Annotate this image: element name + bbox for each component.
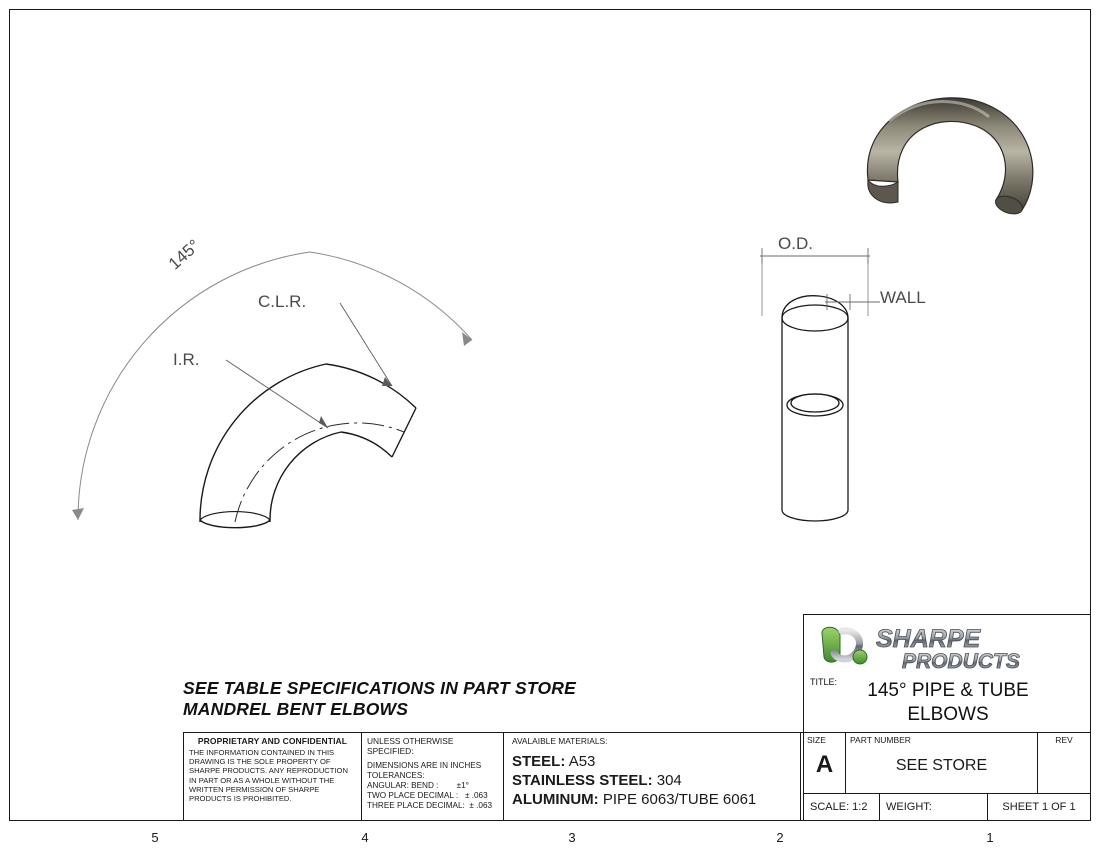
tube-section-geometry bbox=[720, 220, 1050, 560]
isometric-elbow-render bbox=[800, 60, 1100, 230]
clr-label: C.L.R. bbox=[258, 292, 307, 311]
note-line-1: SEE TABLE SPECIFICATIONS IN PART STORE bbox=[183, 678, 576, 698]
tolerances-cell bbox=[362, 733, 504, 820]
wall-label: WALL bbox=[880, 288, 926, 307]
bend-geometry bbox=[40, 170, 680, 590]
scale-label: SCALE: 1:2 bbox=[804, 794, 880, 820]
part-number-value: SEE STORE bbox=[895, 757, 988, 774]
material-steel-value: A53 bbox=[568, 753, 596, 770]
note-line-2: MANDREL BENT ELBOWS bbox=[183, 699, 409, 719]
material-stainless bbox=[512, 771, 792, 790]
zone-number-5: 5 bbox=[151, 830, 159, 845]
size-partnumber-rev-row bbox=[803, 732, 1091, 794]
material-stainless-label: STAINLESS STEEL: bbox=[512, 772, 653, 789]
part-number-cell bbox=[846, 733, 1038, 793]
material-steel bbox=[512, 752, 792, 771]
sheet-label: SHEET 1 OF 1 bbox=[1002, 801, 1076, 813]
sharpe-products-logo bbox=[816, 623, 1084, 675]
zone-number-3: 3 bbox=[568, 830, 576, 845]
tolerance-line-1: DIMENSIONS ARE IN INCHES bbox=[367, 761, 482, 770]
size-label: SIZE bbox=[807, 735, 826, 745]
material-steel-label: STEEL: bbox=[512, 753, 566, 770]
zone-number-1: 1 bbox=[986, 830, 994, 845]
materials-heading: AVALAIBLE MATERIALS: bbox=[512, 736, 608, 746]
drawing-notes bbox=[183, 678, 576, 720]
logo-block bbox=[803, 614, 1091, 732]
section-view bbox=[720, 220, 1050, 560]
tolerance-line-2: TOLERANCES: bbox=[367, 771, 425, 780]
tolerance-line-5: THREE PLACE DECIMAL: ± .063 bbox=[367, 801, 493, 810]
tolerance-line-3: ANGULAR: BEND : ±1° bbox=[367, 781, 469, 790]
proprietary-heading: PROPRIETARY AND CONFIDENTIAL bbox=[197, 736, 348, 746]
od-label: O.D. bbox=[778, 234, 813, 253]
size-value: A bbox=[815, 751, 834, 778]
material-stainless-value: 304 bbox=[656, 772, 682, 789]
logo-word-products: PRODUCTS bbox=[902, 650, 1020, 673]
zone-number-2: 2 bbox=[776, 830, 784, 845]
material-aluminum-value: PIPE 6063/TUBE 6061 bbox=[602, 791, 757, 808]
materials-cell bbox=[504, 733, 801, 820]
bend-view bbox=[40, 170, 680, 590]
title-label: TITLE: bbox=[810, 677, 838, 687]
rev-cell bbox=[1038, 733, 1090, 793]
title-line-1: 145° PIPE & TUBE bbox=[867, 680, 1029, 701]
proprietary-cell bbox=[184, 733, 362, 820]
size-cell bbox=[804, 733, 846, 793]
material-aluminum-label: ALUMINUM: bbox=[512, 791, 599, 808]
weight-label: WEIGHT: bbox=[880, 794, 988, 820]
zone-number-4: 4 bbox=[361, 830, 369, 845]
proprietary-text: THE INFORMATION CONTAINED IN THIS DRAWING IS THE SOLE PROPERTY OF SHARPE PRODUCTS. ANY REPRODUCTION IN PART OR AS A WHOLE WITHOUT THE WRITTEN PERMISSION OF SHARPE PRODUCTS IS PROHIBITED. bbox=[189, 748, 348, 804]
part-number-label: PART NUMBER bbox=[850, 735, 911, 745]
tolerance-line-4: TWO PLACE DECIMAL : ± .063 bbox=[367, 791, 488, 800]
material-aluminum bbox=[512, 790, 792, 809]
angle-label: 145° bbox=[164, 235, 204, 274]
scale-weight-sheet-row bbox=[803, 794, 1091, 821]
title-line-2: ELBOWS bbox=[907, 704, 989, 725]
rev-label: REV bbox=[1055, 735, 1073, 745]
unless-heading: UNLESS OTHERWISE SPECIFIED: bbox=[367, 736, 454, 756]
rev-value bbox=[1038, 745, 1090, 747]
logo-word-sharpe: SHARPE bbox=[876, 625, 981, 653]
ir-label: I.R. bbox=[173, 350, 200, 369]
